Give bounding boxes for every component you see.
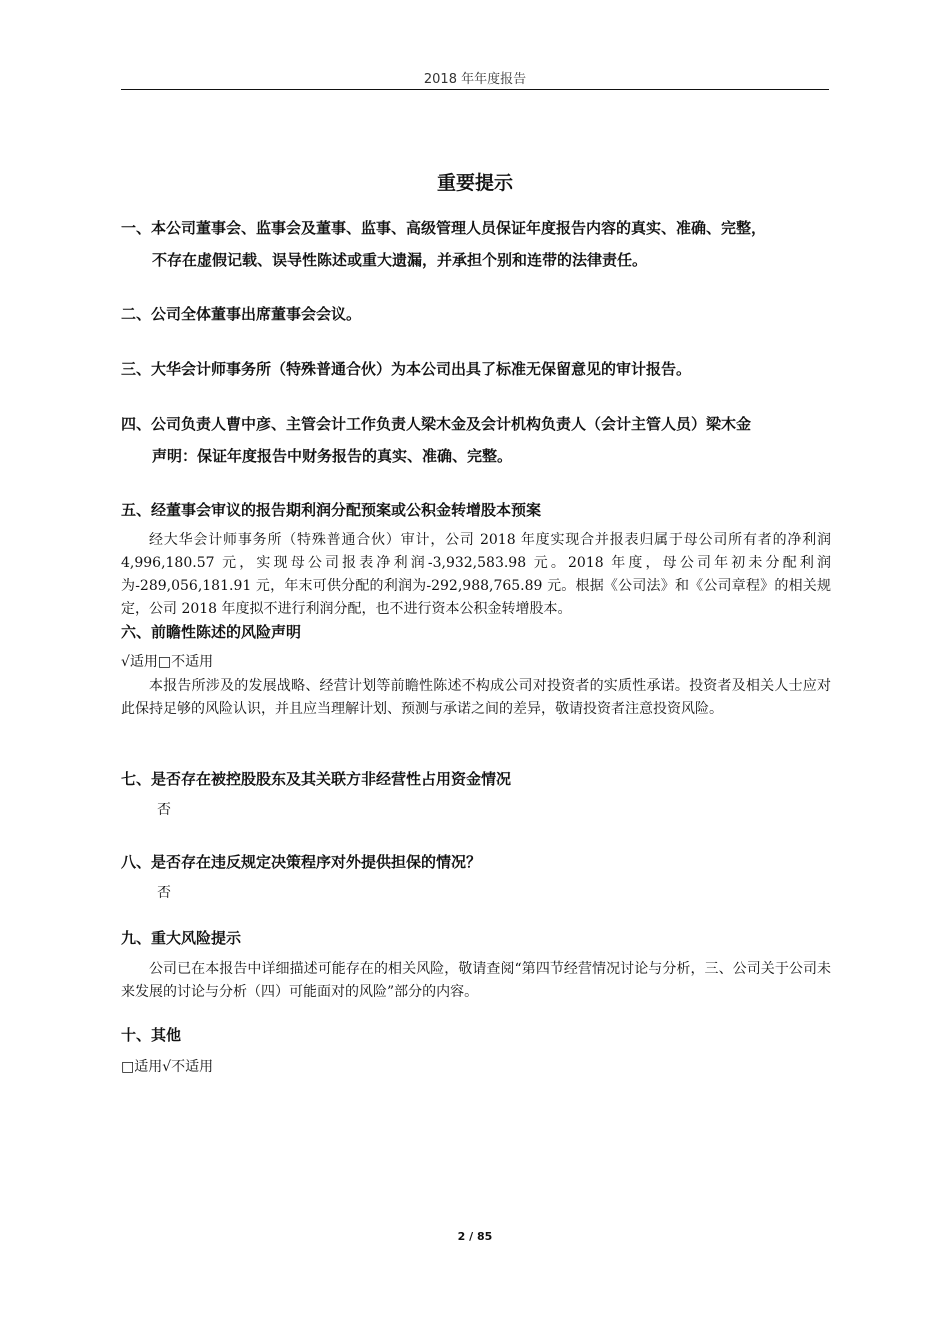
page-title: 重要提示 <box>436 172 513 194</box>
section-4-line-2: 声明：保证年度报告中财务报告的真实、准确、完整。 <box>152 447 513 465</box>
section-3-line-1: 三、大华会计师事务所（特殊普通合伙）为本公司出具了标准无保留意见的审计报告。 <box>121 360 692 378</box>
section-10-heading: 十、其他 <box>121 1026 182 1044</box>
section-2-line-1: 二、公司全体董事出席董事会会议。 <box>121 305 362 323</box>
header-divider <box>121 89 829 90</box>
section-9-heading: 九、重大风险提示 <box>121 929 242 947</box>
section-4-line-1: 四、公司负责人曹中彦、主管会计工作负责人梁木金及会计机构负责人（会计主管人员）梁木金 <box>121 415 752 433</box>
section-9-body: 公司已在本报告中详细描述可能存在的相关风险，敬请查阅“第四节经营情况讨论与分析，三、公司关于公司未来发展的讨论与分析（四）可能面对的风险”部分的内容。 <box>121 961 831 1000</box>
section-7-answer: 否 <box>157 802 171 818</box>
section-5-body: 经大华会计师事务所（特殊普通合伙）审计，公司 2018 年度实现合并报表归属于母公司所有者的净利润 4,996,180.57 元，实现母公司报表净利润-3,932,583.98 元。2018 年度，母公司年初未分配利润为-289,056,181.91 元，年末可供分配的利润为-292,988,765.89 元。根据《公司法》和《公司章程》的相关规定，公司 2018 年度拟不进行利润分配，也不进行资本公积金转增股本。 <box>121 532 831 617</box>
page-number: 2 / 85 <box>457 1230 493 1243</box>
section-6-applicability: √适用□不适用 <box>121 654 214 670</box>
running-header: 2018 年年度报告 <box>423 72 527 87</box>
section-6-body: 本报告所涉及的发展战略、经营计划等前瞻性陈述不构成公司对投资者的实质性承诺。投资者及相关人士应对此保持足够的风险认识，并且应当理解计划、预测与承诺之间的差异，敬请投资者注意投资风险。 <box>121 678 831 717</box>
section-7-heading: 七、是否存在被控股股东及其关联方非经营性占用资金情况 <box>121 770 512 788</box>
section-1-line-1: 一、本公司董事会、监事会及董事、监事、高级管理人员保证年度报告内容的真实、准确、完整， <box>121 219 767 237</box>
section-6-heading: 六、前瞻性陈述的风险声明 <box>121 623 302 641</box>
section-8-heading: 八、是否存在违反规定决策程序对外提供担保的情况？ <box>121 853 482 871</box>
section-5-heading: 五、经董事会审议的报告期利润分配预案或公积金转增股本预案 <box>121 501 542 519</box>
section-10-applicability: □适用√不适用 <box>121 1059 214 1075</box>
section-8-answer: 否 <box>157 885 171 901</box>
section-1-line-2: 不存在虚假记载、误导性陈述或重大遗漏，并承担个别和连带的法律责任。 <box>152 251 648 269</box>
